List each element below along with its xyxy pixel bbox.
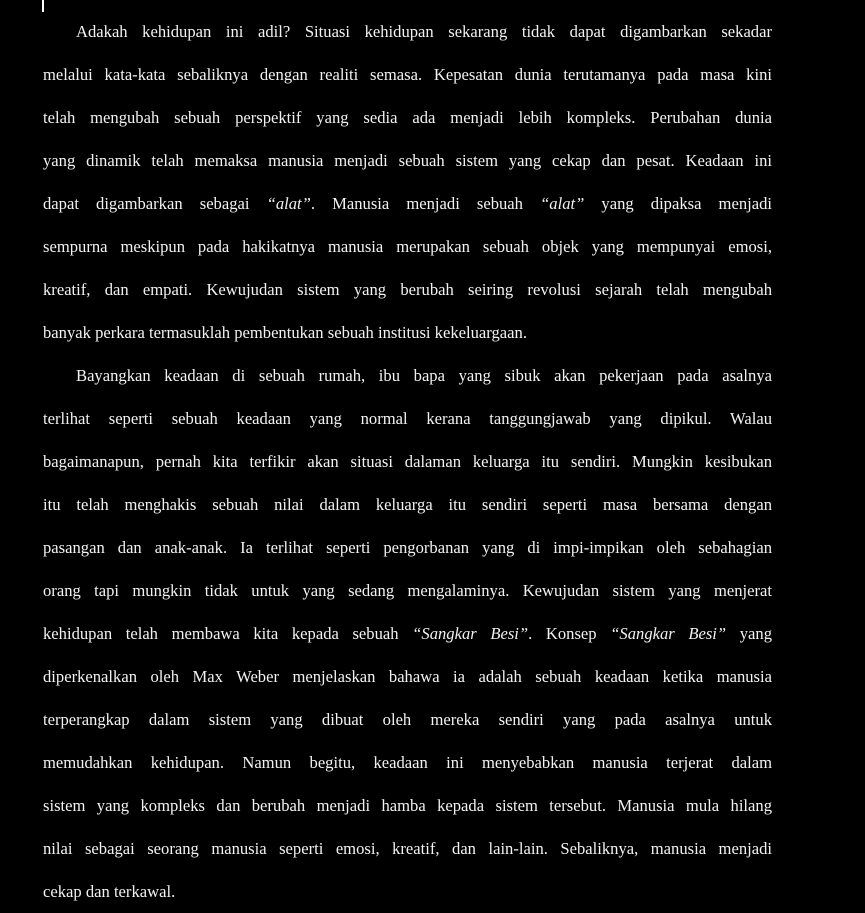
document-body	[43, 10, 772, 913]
italic-term: “Sangkar Besi”	[610, 624, 727, 643]
paragraph-line: sempurna meskipun pada hakikatnya manusia merupakan sebuah objek yang mempunyai emosi,	[43, 237, 772, 256]
paragraph-2	[43, 354, 772, 913]
paragraph-line: memudahkan kehidupan. Namun begitu, keadaan ini menyebabkan manusia terjerat dalam	[43, 753, 772, 772]
paragraph-line: dapat digambarkan sebagai “alat”. Manusia menjadi sebuah “alat” yang dipaksa menjadi	[43, 194, 773, 213]
paragraph-line: telah mengubah sebuah perspektif yang sedia ada menjadi lebih kompleks. Perubahan dunia	[43, 108, 772, 127]
paragraph-line: cekap dan terkawal.	[43, 882, 176, 901]
paragraph-line: melalui kata-kata sebaliknya dengan realiti semasa. Kepesatan dunia terutamanya pada masa kini	[43, 65, 772, 84]
italic-term: “alat”	[266, 194, 311, 213]
paragraph-line: banyak perkara termasuklah pembentukan sebuah institusi kekeluargaan.	[43, 323, 527, 342]
paragraph-line: bagaimanapun, pernah kita terfikir akan situasi dalaman keluarga itu sendiri. Mungkin kesibukan	[43, 452, 772, 471]
paragraph-line: itu telah menghakis sebuah nilai dalam keluarga itu sendiri seperti masa bersama dengan	[43, 495, 772, 514]
paragraph-line	[43, 354, 772, 397]
line-text: Bayangkan keadaan di sebuah rumah, ibu bapa yang sibuk akan pekerjaan pada asalnya	[76, 366, 772, 385]
line-text: Adakah kehidupan ini adil? Situasi kehidupan sekarang tidak dapat digambarkan sekadar	[76, 22, 772, 41]
italic-term: “alat”	[540, 194, 585, 213]
paragraph-1	[43, 10, 772, 354]
paragraph-line: kreatif, dan empati. Kewujudan sistem yang berubah seiring revolusi sejarah telah mengubah	[43, 280, 772, 299]
paragraph-line: orang tapi mungkin tidak untuk yang sedang mengalaminya. Kewujudan sistem yang menjerat	[43, 581, 772, 600]
italic-term: “Sangkar Besi”	[412, 624, 529, 643]
paragraph-line: terlihat seperti sebuah keadaan yang normal kerana tanggungjawab yang dipikul. Walau	[43, 409, 772, 428]
paragraph-line: nilai sebagai seorang manusia seperti emosi, kreatif, dan lain-lain. Sebaliknya, manusia menjadi	[43, 839, 772, 858]
paragraph-line: kehidupan telah membawa kita kepada sebuah “Sangkar Besi”. Konsep “Sangkar Besi” yang	[43, 624, 773, 643]
paragraph-line: diperkenalkan oleh Max Weber menjelaskan bahawa ia adalah sebuah keadaan ketika manusia	[43, 667, 772, 686]
paragraph-line: terperangkap dalam sistem yang dibuat oleh mereka sendiri yang pada asalnya untuk	[43, 710, 772, 729]
paragraph-line	[43, 10, 772, 53]
paragraph-line: sistem yang kompleks dan berubah menjadi hamba kepada sistem tersebut. Manusia mula hilang	[43, 796, 772, 815]
paragraph-line: pasangan dan anak-anak. Ia terlihat seperti pengorbanan yang di impi-impikan oleh sebahagian	[43, 538, 772, 557]
paragraph-line: yang dinamik telah memaksa manusia menjadi sebuah sistem yang cekap dan pesat. Keadaan ini	[43, 151, 772, 170]
